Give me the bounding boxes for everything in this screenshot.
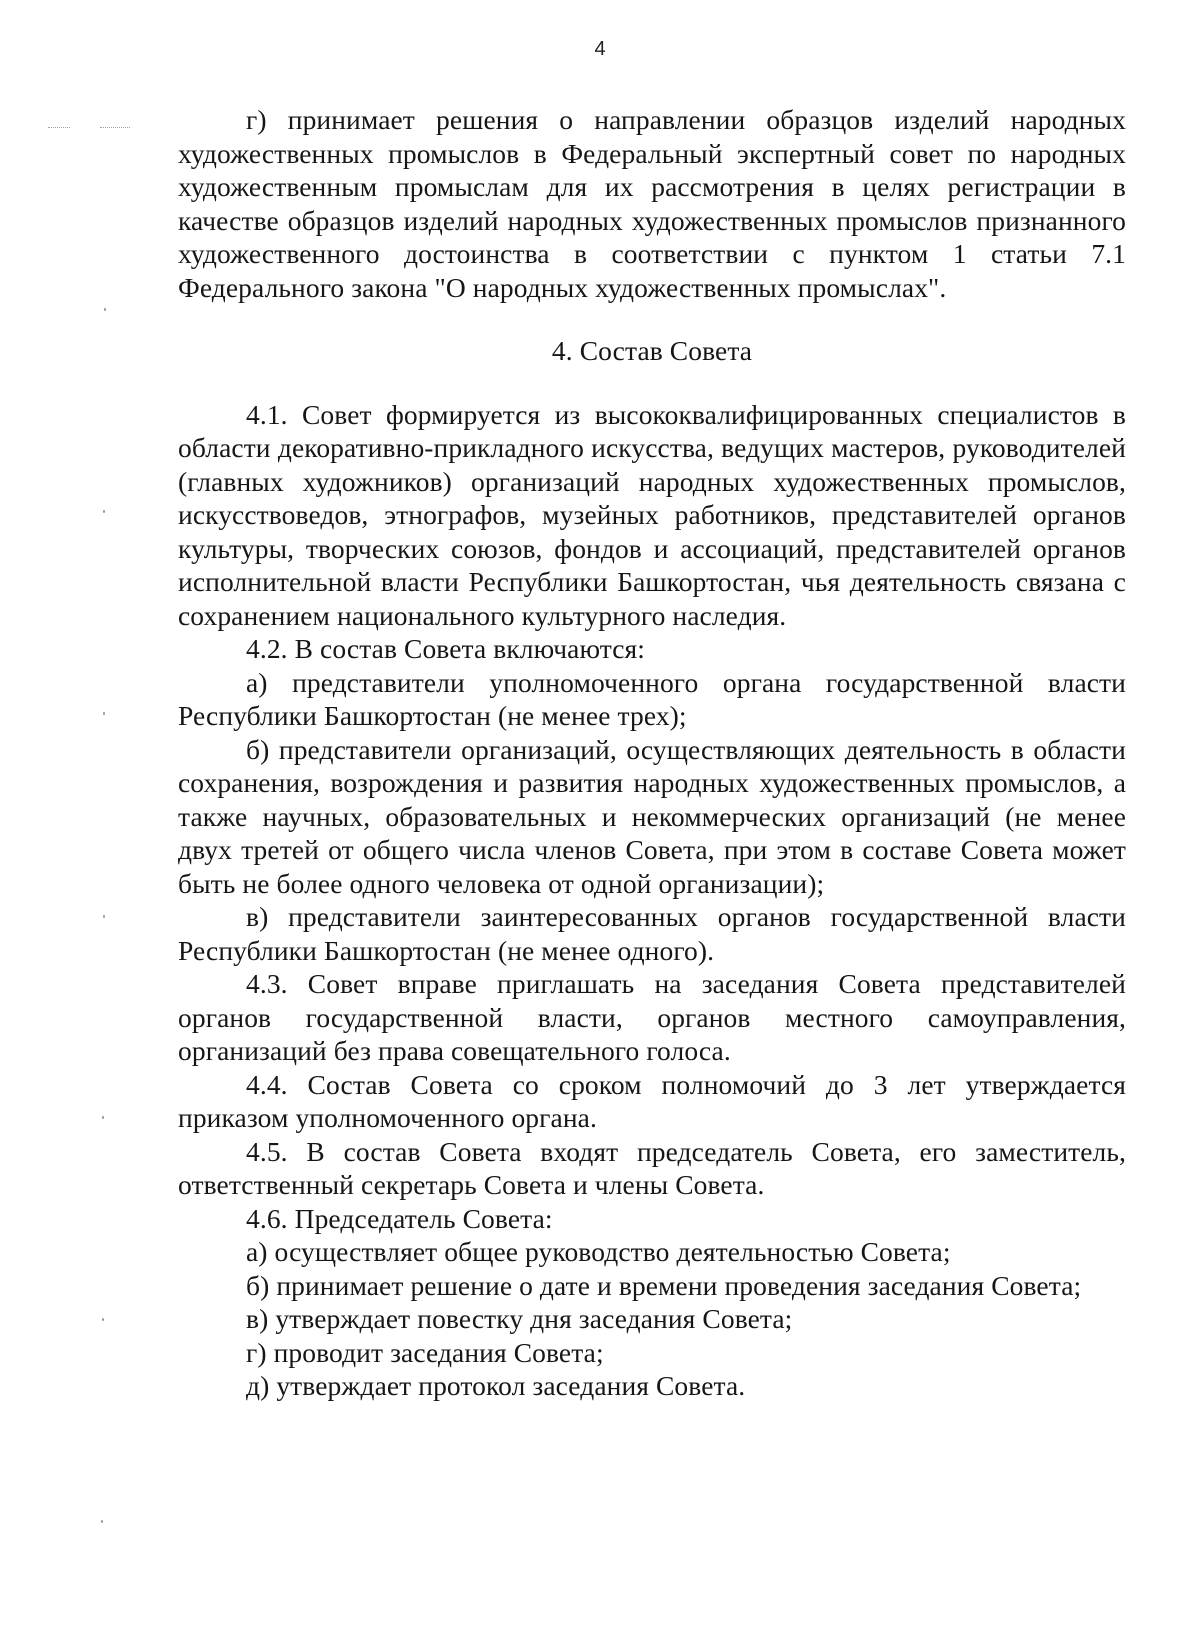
scan-margin-mark [48, 127, 70, 129]
paragraph: 4.6. Председатель Совета: [246, 1202, 553, 1234]
scan-margin-mark [103, 915, 105, 918]
paragraph: г) проводит заседания Совета; [246, 1336, 604, 1368]
paragraph: а) осуществляет общее руководство деятельностью Совета; [246, 1236, 951, 1267]
paragraph: д) утверждает протокол заседания Совета. [246, 1370, 746, 1401]
scan-margin-marks [0, 0, 160, 1627]
paragraph: б) представители организаций, осуществляющих деятельность в области сохранения, возрождения и развития народных художественных промыслов, а также научных, образовательных и некоммерческих организаций (не менее двух третей от общего числа членов Совета, при этом в составе Совета может быть не более одного человека от одной организации); [178, 733, 1126, 899]
paragraph: в) представители заинтересованных органов государственной власти Республики Башкортостан (не менее одного). [178, 901, 1126, 966]
paragraph: 4.3. Совет вправе приглашать на заседания Совета представителей органов государственной власти, органов местного самоуправления, организаций без права совещательного голоса. [178, 968, 1126, 1066]
scan-margin-mark [101, 1520, 103, 1523]
paragraph: 4.4. Состав Совета со сроком полномочий до 3 лет утверждается приказом уполномоченного органа. [178, 1068, 1126, 1133]
paragraph: 4.1. Совет формируется из высококвалифицированных специалистов в области декоративно-прикладного искусства, ведущих мастеров, руководителей (главных художников) организаций народных художественных промыслов, искусствоведов, этнографов, музейных работников, представителей органов культуры, творческих союзов, фондов и ассоциаций, представителей органов исполнительной власти Республики Башкортостан, чья деятельность связана с сохранением национального культурного наследия. [178, 398, 1126, 631]
scan-margin-mark [104, 308, 106, 311]
paragraph: 4.5. В состав Совета входят председатель Совета, его заместитель, ответственный секретарь Совета и члены Совета. [178, 1135, 1126, 1200]
section-heading: 4. Состав Совета [551, 335, 753, 366]
scan-margin-mark [103, 712, 105, 715]
scan-margin-mark [103, 510, 105, 513]
paragraph: 4.2. В состав Совета включаются: [246, 633, 645, 664]
scan-margin-mark [102, 1318, 104, 1321]
scan-margin-mark [102, 1116, 104, 1119]
paragraph: г) принимает решения о направлении образцов изделий народных художественных промыслов в Федеральный экспертный совет по народных художественным промыслам для их рассмотрения в целях регистрации в качестве образцов изделий народных художественных промыслов признанного художественного достоинства в соответствии с пунктом 1 статьи 7.1 Федерального закона "О народных художественных промыслах". [178, 104, 1126, 303]
document-body [178, 103, 1126, 1403]
paragraph: б) принимает решение о дате и времени проведения заседания Совета; [246, 1269, 1082, 1301]
page-number: 4 [594, 38, 606, 60]
paragraph: а) представители уполномоченного органа государственной власти Республики Башкортостан (не менее трех); [178, 666, 1126, 731]
paragraph: в) утверждает повестку дня заседания Совета; [246, 1303, 793, 1334]
scan-margin-mark [100, 127, 130, 129]
